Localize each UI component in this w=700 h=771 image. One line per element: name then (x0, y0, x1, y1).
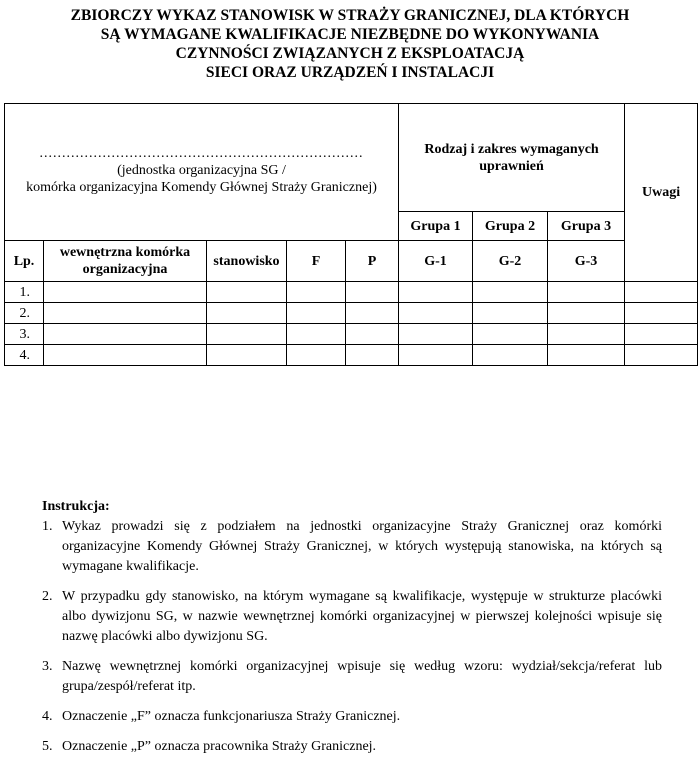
table-cell[interactable] (207, 282, 287, 303)
table-cell[interactable] (287, 324, 346, 345)
table-cell[interactable] (548, 345, 625, 366)
positions-table (4, 103, 698, 366)
table-cell[interactable] (625, 282, 698, 303)
instruction-text: W przypadku gdy stanowisko, na którym wymagane są kwalifikacje, występuje w strukturze placówki albo dywizjonu SG, w nazwie wewnętrznej komórki organizacyjnej w pierwszej kolejności wpisuje się nazwę placówki albo dywizjonu SG. (62, 589, 662, 644)
table-cell[interactable] (207, 324, 287, 345)
table-cell[interactable] (346, 282, 399, 303)
organizational-unit-cell (5, 104, 399, 241)
instructions-heading: Instrukcja: (42, 499, 110, 514)
table-cell[interactable] (548, 324, 625, 345)
table-cell[interactable] (548, 282, 625, 303)
instruction-number: 5. (42, 739, 53, 754)
table-cell[interactable] (625, 324, 698, 345)
table-cell[interactable] (207, 345, 287, 366)
instruction-number: 4. (42, 709, 53, 724)
table-cell[interactable] (399, 303, 473, 324)
instruction-text: Nazwę wewnętrznej komórki organizacyjnej wpisuje się według wzoru: wydział/sekcja/referat lub grupa/zespół/referat itp. (62, 659, 662, 694)
table-cell[interactable] (399, 345, 473, 366)
rights-header (399, 104, 625, 212)
table-cell[interactable] (346, 345, 399, 366)
row-number: 3. (5, 324, 44, 345)
instruction-item (42, 707, 662, 727)
unit-caption-line2: komórka organizacyjna Komendy Głównej Straży Granicznej) (26, 180, 377, 195)
instruction-item (42, 517, 662, 577)
col-header-f: F (287, 241, 346, 282)
table-cell[interactable] (399, 282, 473, 303)
instruction-item (42, 657, 662, 697)
group-1-header: Grupa 1 (399, 212, 473, 241)
table-cell[interactable] (44, 282, 207, 303)
table-cell[interactable] (473, 282, 548, 303)
table-cell[interactable] (548, 303, 625, 324)
col-header-g2: G-2 (473, 241, 548, 282)
col-header-position: stanowisko (207, 241, 287, 282)
group-2-header: Grupa 2 (473, 212, 548, 241)
row-number: 4. (5, 345, 44, 366)
table-row (5, 345, 698, 366)
instruction-number: 1. (42, 519, 53, 534)
table-row (5, 282, 698, 303)
table-cell[interactable] (625, 345, 698, 366)
col-header-g1: G-1 (399, 241, 473, 282)
col-header-internal-unit-text: wewnętrzna komórka organizacyjna (59, 245, 191, 277)
table-cell[interactable] (346, 303, 399, 324)
table-cell[interactable] (625, 303, 698, 324)
group-3-header: Grupa 3 (548, 212, 625, 241)
table-cell[interactable] (287, 282, 346, 303)
instruction-text: Oznaczenie „P” oznacza pracownika Straży Granicznej. (62, 739, 377, 754)
remarks-header: Uwagi (625, 104, 698, 282)
col-header-g3: G-3 (548, 241, 625, 282)
table-cell[interactable] (473, 324, 548, 345)
rights-header-text: Rodzaj i zakres wymaganych uprawnień (424, 141, 599, 174)
instruction-number: 2. (42, 589, 53, 604)
title-line: SIECI ORAZ URZĄDZEŃ I INSTALACJI (205, 64, 495, 81)
title-line: SĄ WYMAGANE KWALIFIKACJE NIEZBĘDNE DO WYKONYWANIA (100, 26, 600, 43)
row-number: 2. (5, 303, 44, 324)
table-cell[interactable] (44, 324, 207, 345)
col-header-internal-unit (44, 241, 207, 282)
instruction-item (42, 587, 662, 647)
document-title (0, 6, 700, 82)
table-cell[interactable] (44, 345, 207, 366)
title-line: CZYNNOŚCI ZWIĄZANYCH Z EKSPLOATACJĄ (175, 45, 525, 62)
instruction-text: Wykaz prowadzi się z podziałem na jednostki organizacyjne Straży Granicznej oraz komórki organizacyjne Komendy Głównej Straży Granicznej, w których występują stanowiska, na których są wymagane kwalifikacje. (62, 519, 662, 574)
instructions (42, 497, 662, 767)
row-number: 1. (5, 282, 44, 303)
col-header-p: P (346, 241, 399, 282)
table-row (5, 324, 698, 345)
table-cell[interactable] (473, 303, 548, 324)
table-cell[interactable] (287, 345, 346, 366)
title-line: ZBIORCZY WYKAZ STANOWISK W STRAŻY GRANICZNEJ, DLA KTÓRYCH (70, 7, 630, 24)
table-cell[interactable] (399, 324, 473, 345)
table-cell[interactable] (207, 303, 287, 324)
col-header-lp: Lp. (5, 241, 44, 282)
table-cell[interactable] (44, 303, 207, 324)
table-row (5, 303, 698, 324)
table-cell[interactable] (287, 303, 346, 324)
unit-fill-line: ........................................................................ (39, 146, 364, 161)
instruction-text: Oznaczenie „F” oznacza funkcjonariusza Straży Granicznej. (62, 709, 401, 724)
table-cell[interactable] (473, 345, 548, 366)
unit-caption-line1: (jednostka organizacyjna SG / (117, 163, 286, 178)
instruction-number: 3. (42, 659, 53, 674)
table-cell[interactable] (346, 324, 399, 345)
instruction-item (42, 737, 662, 757)
